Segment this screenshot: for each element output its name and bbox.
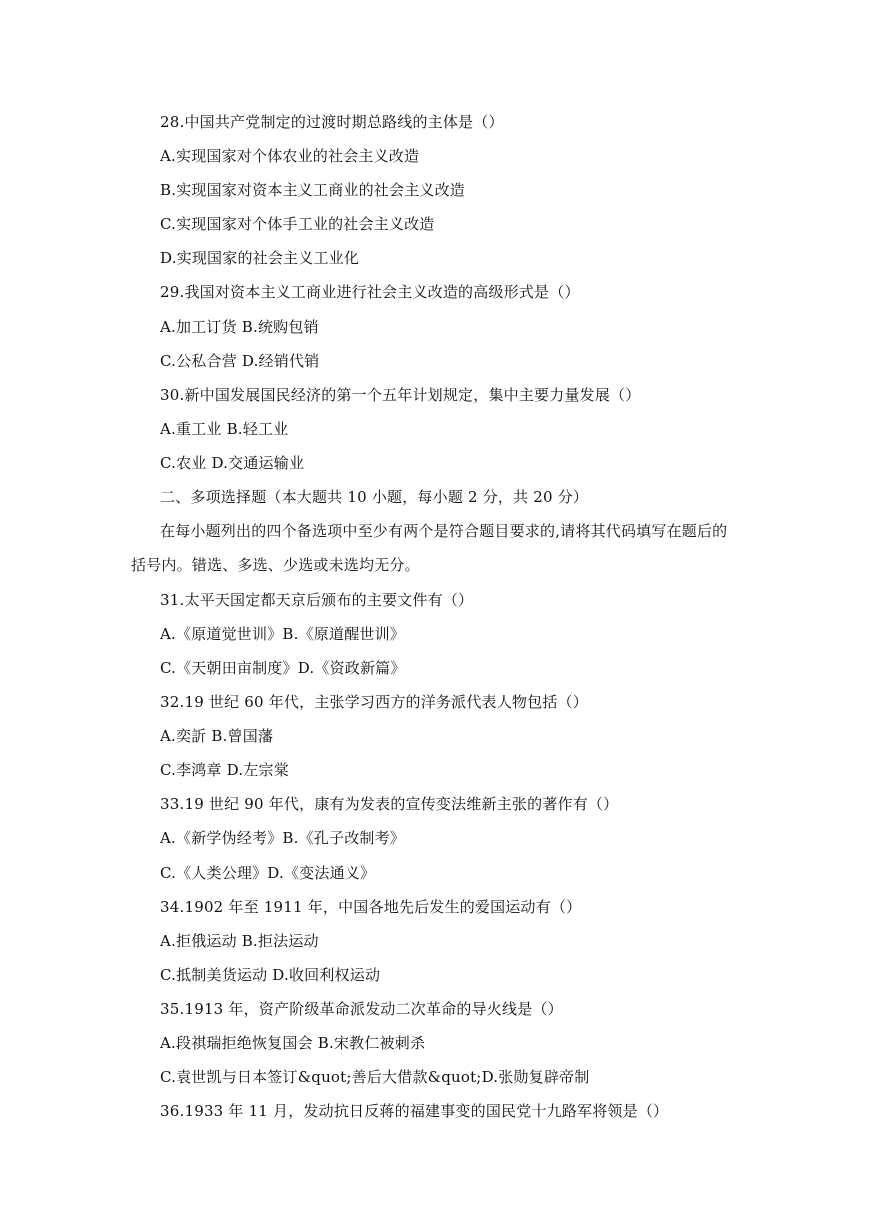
options-32-cd: C.李鸿章 D.左宗棠 [160,761,289,779]
options-35-cd: C.袁世凯与日本签订&quot;善后大借款&quot;D.张勋复辟帝制 [160,1068,590,1086]
question-33: 33.19 世纪 90 年代，康有为发表的宣传变法维新主张的著作有（） [160,795,619,813]
section-instructions-continued: 括号内。错选、多选、少选或未选均无分。 [131,556,420,574]
options-31-cd: C.《天朝田亩制度》D.《资政新篇》 [160,659,406,677]
question-32: 32.19 世纪 60 年代，主张学习西方的洋务派代表人物包括（） [160,693,588,711]
question-36: 36.1933 年 11 月，发动抗日反蒋的福建事变的国民党十九路军将领是（） [160,1102,669,1120]
option-28-d: D.实现国家的社会主义工业化 [160,249,360,267]
question-29: 29.我国对资本主义工商业进行社会主义改造的高级形式是（） [160,283,580,301]
question-28: 28.中国共产党制定的过渡时期总路线的主体是（） [160,113,504,131]
question-34: 34.1902 年至 1911 年，中国各地先后发生的爱国运动有（） [160,898,582,916]
options-30-ab: A.重工业 B.轻工业 [160,420,289,438]
options-31-ab: A.《原道觉世训》B.《原道醒世训》 [160,625,405,643]
options-30-cd: C.农业 D.交通运输业 [160,454,305,472]
option-28-a: A.实现国家对个体农业的社会主义改造 [160,147,420,165]
options-33-ab: A.《新学伪经考》B.《孔子改制考》 [160,829,405,847]
options-33-cd: C.《人类公理》D.《变法通义》 [160,864,376,882]
question-30: 30.新中国发展国民经济的第一个五年计划规定，集中主要力量发展（） [160,386,641,404]
option-28-c: C.实现国家对个体手工业的社会主义改造 [160,215,435,233]
question-31: 31.太平天国定都天京后颁布的主要文件有（） [160,591,474,609]
options-29-ab: A.加工订货 B.统购包销 [160,318,319,336]
question-35: 35.1913 年，资产阶级革命派发动二次革命的导火线是（） [160,1000,563,1018]
options-34-cd: C.抵制美货运动 D.收回利权运动 [160,966,381,984]
options-29-cd: C.公私合营 D.经销代销 [160,352,320,370]
options-32-ab: A.奕訢 B.曾国藩 [160,727,274,745]
options-35-ab: A.段祺瑞拒绝恢复国会 B.宋教仁被刺杀 [160,1034,426,1052]
section-heading: 二、多项选择题（本大题共 10 小题，每小题 2 分，共 20 分） [160,488,589,506]
section-instructions: 在每小题列出的四个备选项中至少有两个是符合题目要求的,请将其代码填写在题后的 [160,522,728,540]
option-28-b: B.实现国家对资本主义工商业的社会主义改造 [160,181,465,199]
options-34-ab: A.拒俄运动 B.拒法运动 [160,932,319,950]
